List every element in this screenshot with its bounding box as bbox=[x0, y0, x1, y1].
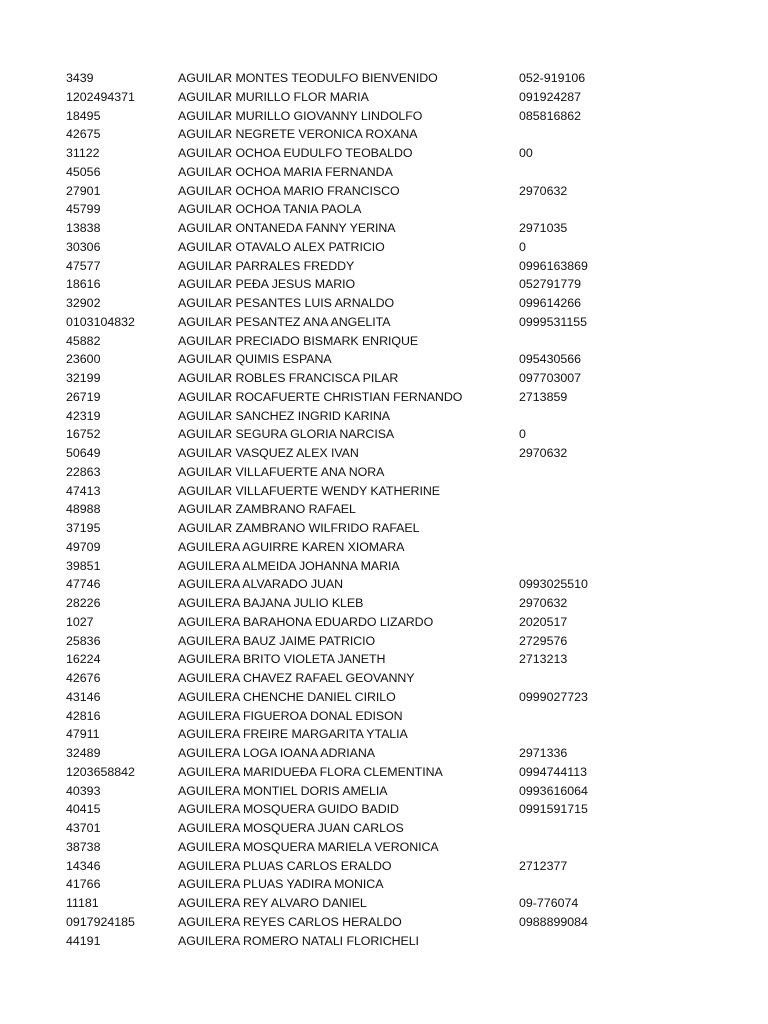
list-item bbox=[0, 275, 768, 294]
list-item bbox=[0, 575, 768, 594]
list-item bbox=[0, 107, 768, 126]
record-phone: 0999027723 bbox=[519, 689, 588, 704]
list-item bbox=[0, 632, 768, 651]
record-id: 3439 bbox=[66, 71, 94, 85]
record-phone: 095430566 bbox=[519, 352, 582, 367]
record-name: AGUILAR OTAVALO ALEX PATRICIO bbox=[178, 239, 385, 254]
record-id: 1203658842 bbox=[66, 764, 135, 779]
list-item bbox=[0, 144, 768, 163]
record-name: AGUILAR OCHOA TANIA PAOLA bbox=[178, 202, 362, 217]
list-item bbox=[0, 538, 768, 557]
list-item bbox=[0, 707, 768, 726]
list-item bbox=[0, 350, 768, 369]
record-name: AGUILERA PLUAS YADIRA MONICA bbox=[178, 877, 384, 892]
record-id: 22863 bbox=[66, 464, 101, 479]
record-name: AGUILERA MONTIEL DORIS AMELIA bbox=[178, 783, 388, 798]
record-id: 47746 bbox=[66, 577, 101, 592]
record-phone: 0999531155 bbox=[519, 314, 587, 329]
record-name: AGUILAR SANCHEZ INGRID KARINA bbox=[178, 408, 390, 423]
list-item bbox=[0, 519, 768, 538]
record-id: 40393 bbox=[66, 783, 101, 798]
list-item bbox=[0, 313, 768, 332]
record-id: 47911 bbox=[66, 727, 100, 742]
record-name: AGUILAR VILLAFUERTE WENDY KATHERINE bbox=[178, 483, 440, 498]
list-item bbox=[0, 88, 768, 107]
record-name: AGUILAR PARRALES FREDDY bbox=[178, 258, 355, 273]
record-phone: 0 bbox=[519, 427, 526, 442]
list-item bbox=[0, 782, 768, 801]
record-id: 47577 bbox=[66, 258, 101, 273]
list-item bbox=[0, 257, 768, 276]
record-name: AGUILERA BARAHONA EDUARDO LIZARDO bbox=[178, 614, 434, 629]
record-id: 30306 bbox=[66, 239, 101, 254]
record-phone: 2020517 bbox=[519, 614, 568, 629]
list-item bbox=[0, 482, 768, 501]
record-name: AGUILAR MONTES TEODULFO BIENVENIDO bbox=[178, 71, 438, 85]
record-phone: 2713859 bbox=[519, 389, 568, 404]
record-id: 0103104832 bbox=[66, 314, 135, 329]
record-name: AGUILERA CHENCHE DANIEL CIRILO bbox=[178, 689, 396, 704]
list-item bbox=[0, 669, 768, 688]
record-name: AGUILERA LOGA IOANA ADRIANA bbox=[178, 746, 375, 760]
record-name: AGUILERA BAJANA JULIO KLEB bbox=[178, 596, 364, 610]
record-name: AGUILERA MOSQUERA MARIELA VERONICA bbox=[178, 839, 439, 854]
record-id: 0917924185 bbox=[66, 914, 135, 929]
record-id: 38738 bbox=[66, 839, 101, 854]
record-name: AGUILAR NEGRETE VERONICA ROXANA bbox=[178, 127, 418, 142]
list-item bbox=[0, 163, 768, 182]
record-phone: 052-919106 bbox=[519, 71, 586, 85]
record-phone: 2712377 bbox=[519, 858, 568, 873]
record-phone: 2971035 bbox=[519, 221, 568, 235]
record-id: 28226 bbox=[66, 596, 101, 610]
record-phone: 0 bbox=[519, 239, 526, 254]
record-name: AGUILERA AGUIRRE KAREN XIOMARA bbox=[178, 539, 405, 554]
record-phone: 0993616064 bbox=[519, 783, 588, 798]
record-id: 31122 bbox=[66, 146, 100, 160]
record-name: AGUILERA ALVARADO JUAN bbox=[178, 577, 344, 592]
list-item bbox=[0, 613, 768, 632]
record-id: 27901 bbox=[66, 183, 101, 198]
list-item bbox=[0, 125, 768, 144]
list-item bbox=[0, 838, 768, 857]
record-id: 42675 bbox=[66, 127, 101, 142]
record-id: 37195 bbox=[66, 521, 101, 535]
record-id: 16752 bbox=[66, 427, 101, 442]
list-item bbox=[0, 557, 768, 576]
record-name: AGUILAR ONTANEDA FANNY YERINA bbox=[178, 221, 396, 235]
record-id: 43701 bbox=[66, 821, 101, 835]
record-phone: 00 bbox=[519, 146, 533, 160]
record-name: AGUILERA PLUAS CARLOS ERALDO bbox=[178, 858, 392, 873]
record-id: 18495 bbox=[66, 108, 101, 123]
list-item bbox=[0, 388, 768, 407]
record-id: 49709 bbox=[66, 539, 101, 554]
list-item bbox=[0, 594, 768, 613]
record-name: AGUILAR ZAMBRANO RAFAEL bbox=[178, 502, 356, 517]
record-id: 45882 bbox=[66, 333, 101, 348]
record-id: 26719 bbox=[66, 389, 101, 404]
record-name: AGUILERA FREIRE MARGARITA YTALIA bbox=[178, 727, 408, 742]
record-name: AGUILAR MURILLO GIOVANNY LINDOLFO bbox=[178, 108, 423, 123]
record-id: 23600 bbox=[66, 352, 101, 367]
record-id: 32199 bbox=[66, 371, 101, 385]
list-item bbox=[0, 763, 768, 782]
list-item bbox=[0, 219, 768, 238]
record-name: AGUILAR SEGURA GLORIA NARCISA bbox=[178, 427, 395, 442]
record-id: 45799 bbox=[66, 202, 101, 217]
record-phone: 0994744113 bbox=[519, 764, 587, 779]
list-item bbox=[0, 744, 768, 763]
record-phone: 0991591715 bbox=[519, 802, 588, 817]
record-id: 48988 bbox=[66, 502, 101, 517]
record-phone: 0996163869 bbox=[519, 258, 588, 273]
list-item bbox=[0, 444, 768, 463]
record-name: AGUILAR PEĐA JESUS MARIO bbox=[178, 277, 356, 292]
list-item bbox=[0, 500, 768, 519]
record-phone: 2970632 bbox=[519, 446, 568, 460]
record-name: AGUILERA BAUZ JAIME PATRICIO bbox=[178, 633, 376, 648]
record-name: AGUILAR VASQUEZ ALEX IVAN bbox=[178, 446, 359, 460]
record-id: 13838 bbox=[66, 221, 101, 235]
record-name: AGUILAR ROCAFUERTE CHRISTIAN FERNANDO bbox=[178, 389, 463, 404]
record-phone: 2970632 bbox=[519, 596, 568, 610]
record-id: 25836 bbox=[66, 633, 101, 648]
record-id: 44191 bbox=[66, 933, 101, 948]
list-item bbox=[0, 294, 768, 313]
record-id: 47413 bbox=[66, 483, 101, 498]
record-id: 50649 bbox=[66, 446, 101, 460]
record-name: AGUILERA REYES CARLOS HERALDO bbox=[178, 914, 402, 929]
list-item bbox=[0, 425, 768, 444]
record-name: AGUILERA MOSQUERA JUAN CARLOS bbox=[178, 821, 404, 835]
list-item bbox=[0, 857, 768, 876]
list-item bbox=[0, 800, 768, 819]
list-item bbox=[0, 932, 768, 951]
record-name: AGUILAR MURILLO FLOR MARIA bbox=[178, 89, 369, 104]
record-id: 41766 bbox=[66, 877, 101, 892]
record-phone: 091924287 bbox=[519, 89, 582, 104]
record-id: 42816 bbox=[66, 708, 101, 723]
record-phone: 0993025510 bbox=[519, 577, 588, 592]
record-name: AGUILERA ROMERO NATALI FLORICHELI bbox=[178, 933, 419, 948]
record-phone: 085816862 bbox=[519, 108, 582, 123]
record-name: AGUILAR ZAMBRANO WILFRIDO RAFAEL bbox=[178, 521, 420, 535]
record-name: AGUILERA FIGUEROA DONAL EDISON bbox=[178, 708, 403, 723]
record-name: AGUILAR ROBLES FRANCISCA PILAR bbox=[178, 371, 399, 385]
record-id: 42676 bbox=[66, 671, 101, 685]
record-name: AGUILAR PESANTES LUIS ARNALDO bbox=[178, 296, 395, 310]
record-name: AGUILAR OCHOA EUDULFO TEOBALDO bbox=[178, 146, 413, 160]
record-phone: 2971336 bbox=[519, 746, 568, 760]
record-id: 32489 bbox=[66, 746, 101, 760]
list-item bbox=[0, 688, 768, 707]
record-phone: 097703007 bbox=[519, 371, 582, 385]
list-item bbox=[0, 875, 768, 894]
record-name: AGUILERA BRITO VIOLETA JANETH bbox=[178, 652, 386, 667]
record-name: AGUILERA ALMEIDA JOHANNA MARIA bbox=[178, 558, 400, 573]
list-item bbox=[0, 369, 768, 388]
list-item bbox=[0, 913, 768, 932]
record-phone: 09-776074 bbox=[519, 896, 579, 910]
record-name: AGUILAR PRECIADO BISMARK ENRIQUE bbox=[178, 333, 419, 348]
record-id: 42319 bbox=[66, 408, 101, 423]
list-item bbox=[0, 407, 768, 426]
list-item bbox=[0, 182, 768, 201]
record-id: 43146 bbox=[66, 689, 101, 704]
record-id: 40415 bbox=[66, 802, 101, 817]
record-id: 32902 bbox=[66, 296, 101, 310]
record-id: 16224 bbox=[66, 652, 101, 667]
list-item bbox=[0, 238, 768, 257]
record-phone: 0988899084 bbox=[519, 914, 588, 929]
record-phone: 2970632 bbox=[519, 183, 568, 198]
record-phone: 2713213 bbox=[519, 652, 568, 667]
record-name: AGUILAR QUIMIS ESPANA bbox=[178, 352, 332, 367]
list-item bbox=[0, 69, 768, 88]
record-id: 11181 bbox=[66, 896, 99, 910]
record-name: AGUILAR VILLAFUERTE ANA NORA bbox=[178, 464, 385, 479]
record-phone: 099614266 bbox=[519, 296, 582, 310]
list-item bbox=[0, 650, 768, 669]
list-item bbox=[0, 894, 768, 913]
record-id: 18616 bbox=[66, 277, 101, 292]
record-id: 45056 bbox=[66, 164, 101, 179]
list-item bbox=[0, 200, 768, 219]
list-item bbox=[0, 463, 768, 482]
list-item bbox=[0, 332, 768, 351]
record-list bbox=[0, 69, 768, 950]
record-phone: 2729576 bbox=[519, 633, 568, 648]
record-id: 1027 bbox=[66, 614, 94, 629]
record-phone: 052791779 bbox=[519, 277, 582, 292]
record-name: AGUILAR OCHOA MARIA FERNANDA bbox=[178, 164, 393, 179]
list-item bbox=[0, 725, 768, 744]
record-name: AGUILERA MARIDUEĐA FLORA CLEMENTINA bbox=[178, 764, 443, 779]
record-id: 39851 bbox=[66, 558, 101, 573]
list-item bbox=[0, 819, 768, 838]
record-name: AGUILERA CHAVEZ RAFAEL GEOVANNY bbox=[178, 671, 415, 685]
record-name: AGUILERA REY ALVARO DANIEL bbox=[178, 896, 367, 910]
record-name: AGUILAR OCHOA MARIO FRANCISCO bbox=[178, 183, 400, 198]
record-id: 1202494371 bbox=[66, 89, 135, 104]
record-name: AGUILAR PESANTEZ ANA ANGELITA bbox=[178, 314, 391, 329]
record-name: AGUILERA MOSQUERA GUIDO BADID bbox=[178, 802, 399, 817]
record-id: 14346 bbox=[66, 858, 101, 873]
